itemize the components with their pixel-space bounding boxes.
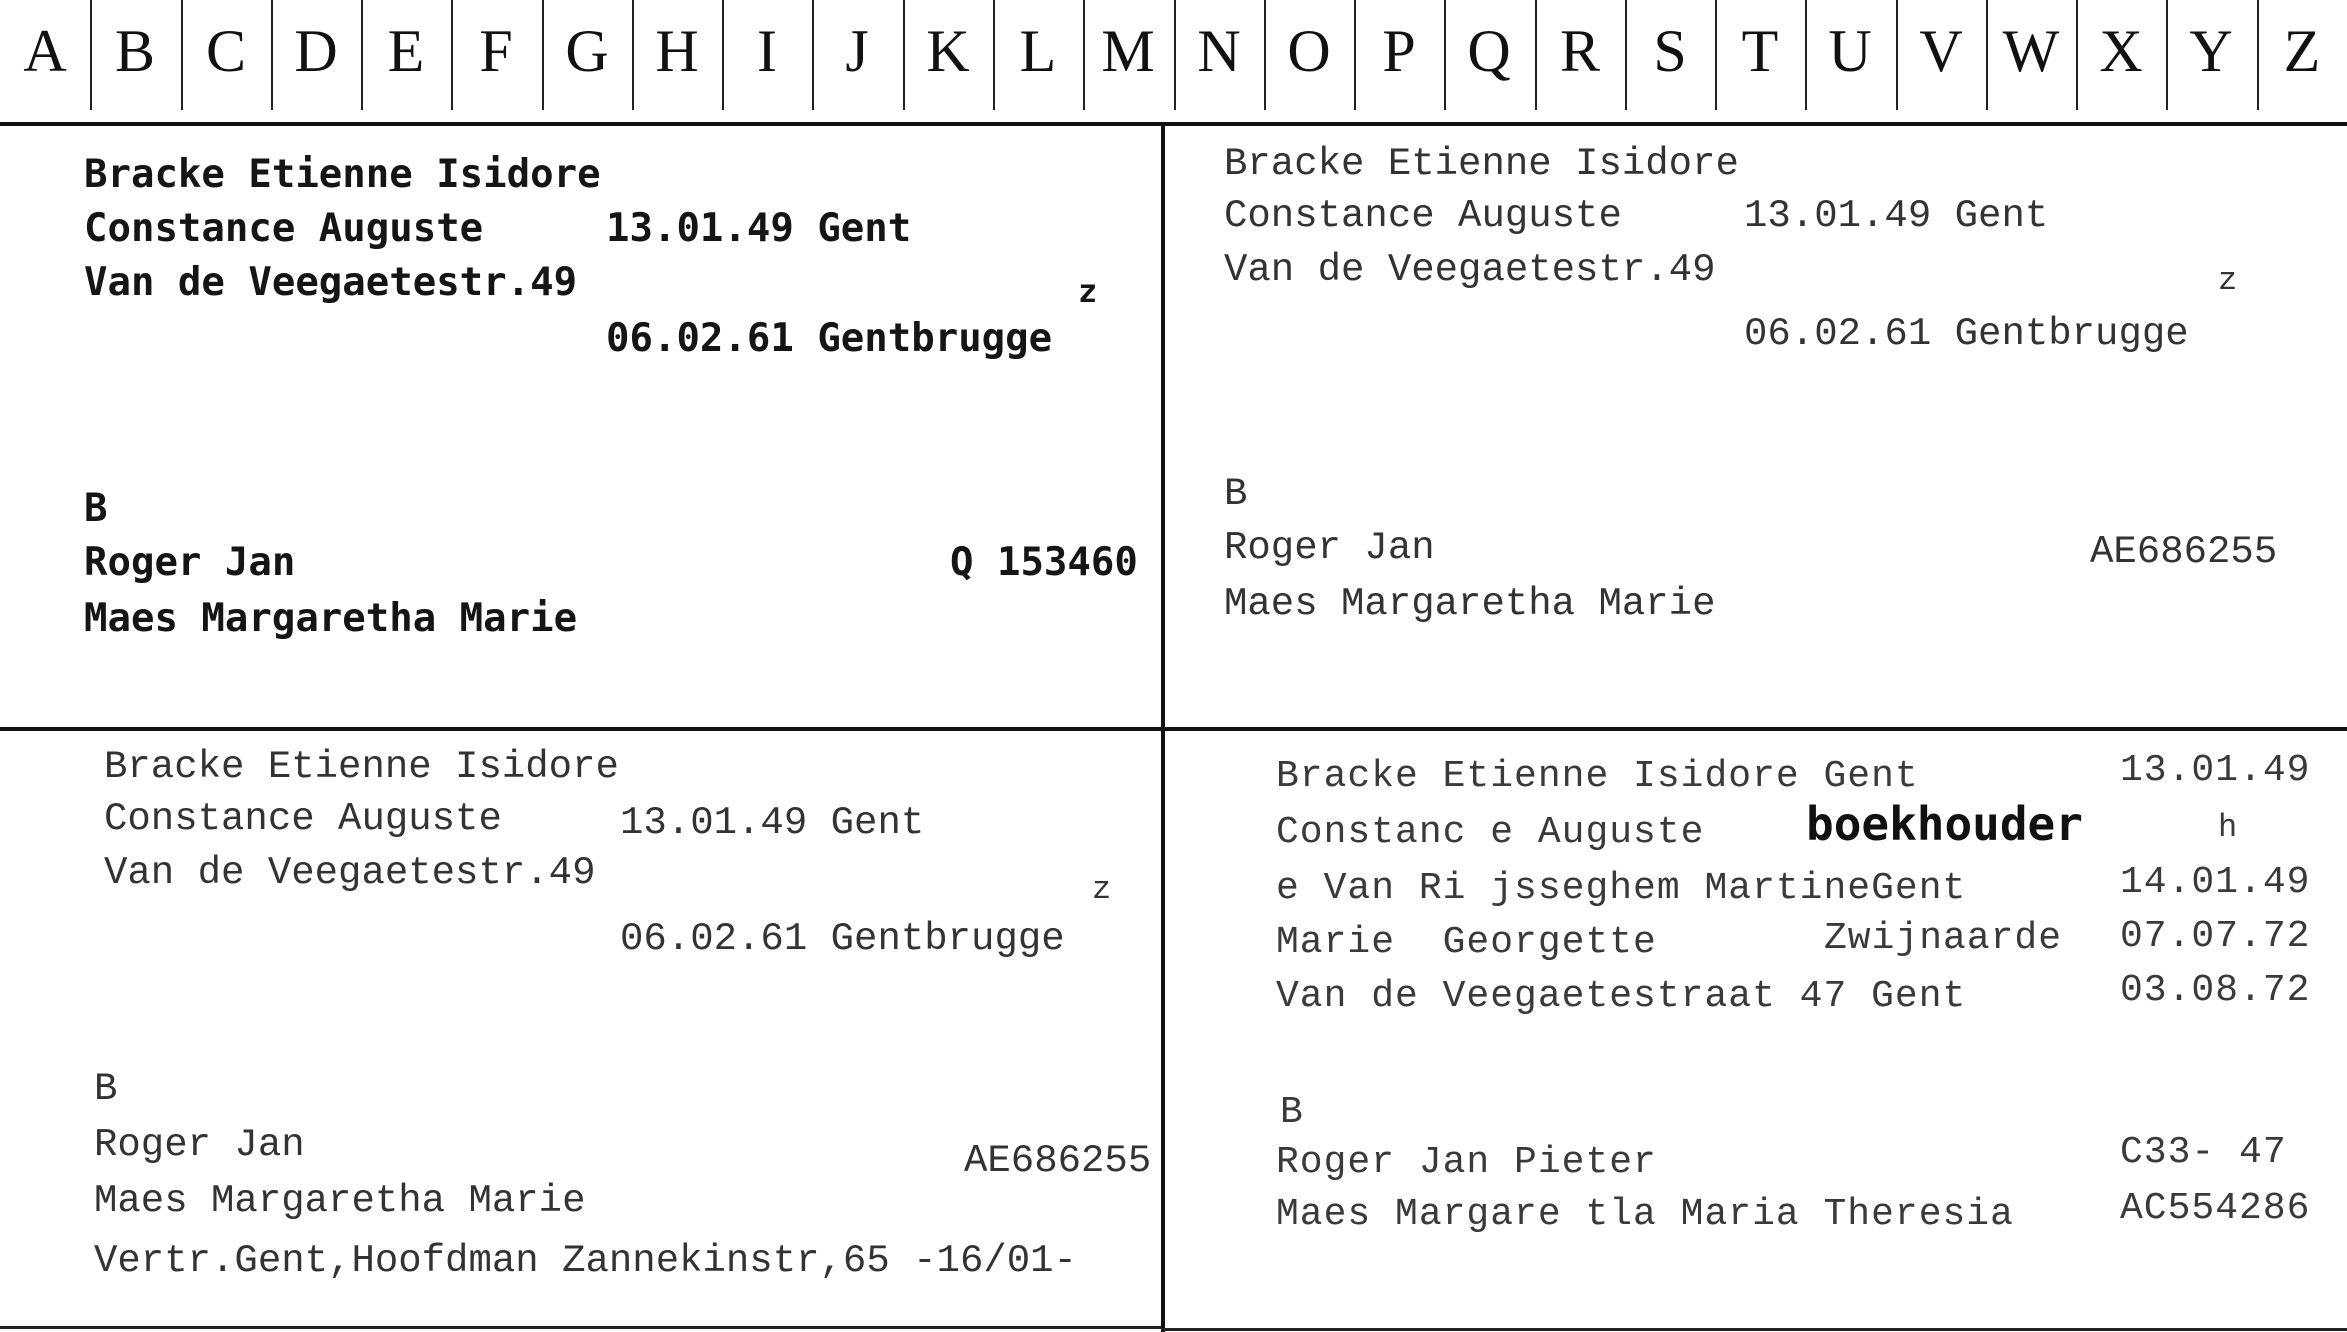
card-given-names: Constance Auguste: [104, 797, 502, 841]
card-mark: z: [1092, 871, 1112, 908]
card-mother: Maes Margare tla Maria Theresia: [1276, 1193, 2014, 1236]
ruler-separator: [1083, 0, 1085, 110]
card-section: B: [94, 1067, 118, 1111]
ruler-separator: [1444, 0, 1446, 110]
ruler-letter-v: V: [1919, 18, 1963, 84]
ruler-letter-k: K: [926, 18, 970, 84]
card-address: Van de Veegaetestr.49: [1224, 248, 1716, 292]
card-move: 06.02.61 Gentbrugge: [606, 316, 1053, 361]
card-mark: h: [2218, 809, 2239, 846]
ruler-separator: [1354, 0, 1356, 110]
ruler-separator: [2257, 0, 2259, 110]
ruler-letter-o: O: [1287, 18, 1331, 84]
ruler-separator: [1264, 0, 1266, 110]
card-name-line: Bracke Etienne Isidore Gent: [1276, 755, 1919, 798]
ruler-separator: [451, 0, 453, 110]
card-mark: z: [2218, 262, 2238, 299]
card-given-names: Constance Auguste: [84, 206, 484, 251]
card-address: Van de Veegaetestr.49: [104, 851, 596, 895]
ruler-letter-a: A: [23, 18, 67, 84]
ruler-letter-m: M: [1101, 18, 1155, 84]
ruler-letter-l: L: [1019, 18, 1057, 84]
card-mother: Maes Margaretha Marie: [94, 1179, 586, 1223]
ruler-separator: [1535, 0, 1537, 110]
ruler-separator: [271, 0, 273, 110]
card-date-4: 07.07.72: [2120, 915, 2311, 958]
ruler-separator: [722, 0, 724, 110]
ruler-letter-u: U: [1828, 18, 1872, 84]
ruler-separator: [1715, 0, 1717, 110]
ruler-letter-f: F: [479, 18, 513, 84]
ruler-separator: [181, 0, 183, 110]
ruler-separator: [2166, 0, 2168, 110]
card-spouse-given: Marie Georgette: [1276, 921, 1657, 964]
card-code-1: C33- 47: [2120, 1131, 2287, 1174]
ruler-separator: [1986, 0, 1988, 110]
card-code-2: AC554286: [2120, 1187, 2311, 1230]
card-number: AE686255: [2090, 530, 2278, 574]
ruler-separator: [1805, 0, 1807, 110]
card-spouse-line: e Van Ri jsseghem MartineGent: [1276, 867, 1967, 910]
ruler-separator: [993, 0, 995, 110]
card-name: Bracke Etienne Isidore: [84, 152, 601, 197]
ruler-letter-d: D: [294, 18, 338, 84]
ruler-letter-c: C: [205, 18, 247, 84]
ruler-separator: [1625, 0, 1627, 110]
card-birth: 13.01.49 Gent: [620, 801, 925, 845]
ruler-separator: [542, 0, 544, 110]
card-date-1: 13.01.49: [2120, 749, 2311, 792]
card-given-names: Constance Auguste: [1224, 194, 1622, 238]
ruler-letter-x: X: [2099, 18, 2143, 84]
card-place: Zwijnaarde: [1824, 917, 2063, 960]
card-mother: Maes Margaretha Marie: [1224, 582, 1716, 626]
ruler-letter-t: T: [1741, 18, 1779, 84]
card-father: Roger Jan: [1224, 526, 1435, 570]
ruler-letter-n: N: [1197, 18, 1241, 84]
card-top-left: [0, 126, 1160, 726]
card-address: Van de Veegaetestr.49: [84, 260, 578, 305]
card-name: Bracke Etienne Isidore: [104, 745, 619, 789]
card-edge-bottom-right: [1161, 1328, 2347, 1331]
card-move: 06.02.61 Gentbrugge: [620, 917, 1065, 961]
card-section: B: [1224, 472, 1248, 516]
ruler-letter-h: H: [655, 18, 699, 84]
ruler-separator: [1896, 0, 1898, 110]
card-name: Bracke Etienne Isidore: [1224, 142, 1739, 186]
ruler-letter-q: Q: [1467, 18, 1511, 84]
card-number: AE686255: [964, 1139, 1152, 1183]
ruler-letter-g: G: [565, 18, 609, 84]
ruler-letter-s: S: [1653, 18, 1687, 84]
card-father: Roger Jan Pieter: [1276, 1141, 1657, 1184]
card-birth: 13.01.49 Gent: [606, 206, 912, 251]
card-bottom-left: [0, 731, 1160, 1326]
ruler-separator: [632, 0, 634, 110]
ruler-letter-i: I: [757, 18, 777, 84]
ruler-letter-z: Z: [2283, 18, 2321, 84]
card-occupation: boekhouder: [1806, 797, 2083, 851]
card-top-right: [1166, 126, 2347, 726]
card-mother: Maes Margaretha Marie: [84, 596, 578, 641]
ruler-letter-y: Y: [2189, 18, 2233, 84]
ruler-separator: [903, 0, 905, 110]
ruler-separator: [812, 0, 814, 110]
card-birth: 13.01.49 Gent: [1744, 194, 2049, 238]
ruler-letter-e: E: [387, 18, 425, 84]
card-date-5: 03.08.72: [2120, 969, 2311, 1012]
alphabet-index-ruler: [0, 0, 2347, 125]
ruler-letter-p: P: [1382, 18, 1416, 84]
card-section: B: [1280, 1091, 1304, 1134]
card-move: 06.02.61 Gentbrugge: [1744, 312, 2189, 356]
ruler-letter-w: W: [2002, 18, 2060, 84]
card-bottom-right: [1166, 731, 2347, 1328]
card-edge-bottom-left: [0, 1326, 1161, 1329]
card-departure-note: Vertr.Gent,Hoofdman Zannekinstr,65 -16/01-: [94, 1239, 1077, 1283]
card-father: Roger Jan: [94, 1123, 305, 1167]
ruler-separator: [1174, 0, 1176, 110]
ruler-letter-b: B: [114, 18, 156, 84]
card-address: Van de Veegaetestraat 47 Gent: [1276, 975, 1967, 1018]
card-mark: z: [1078, 272, 1098, 310]
card-section: B: [84, 486, 108, 531]
card-number: Q 153460: [950, 540, 1138, 585]
ruler-separator: [2076, 0, 2078, 110]
card-father: Roger Jan: [84, 540, 296, 585]
card-given-names: Constanc e Auguste: [1276, 811, 1705, 854]
ruler-letter-j: J: [845, 18, 869, 84]
ruler-letter-r: R: [1559, 18, 1601, 84]
ruler-separator: [361, 0, 363, 110]
ruler-separator: [90, 0, 92, 110]
card-date-3: 14.01.49: [2120, 861, 2311, 904]
